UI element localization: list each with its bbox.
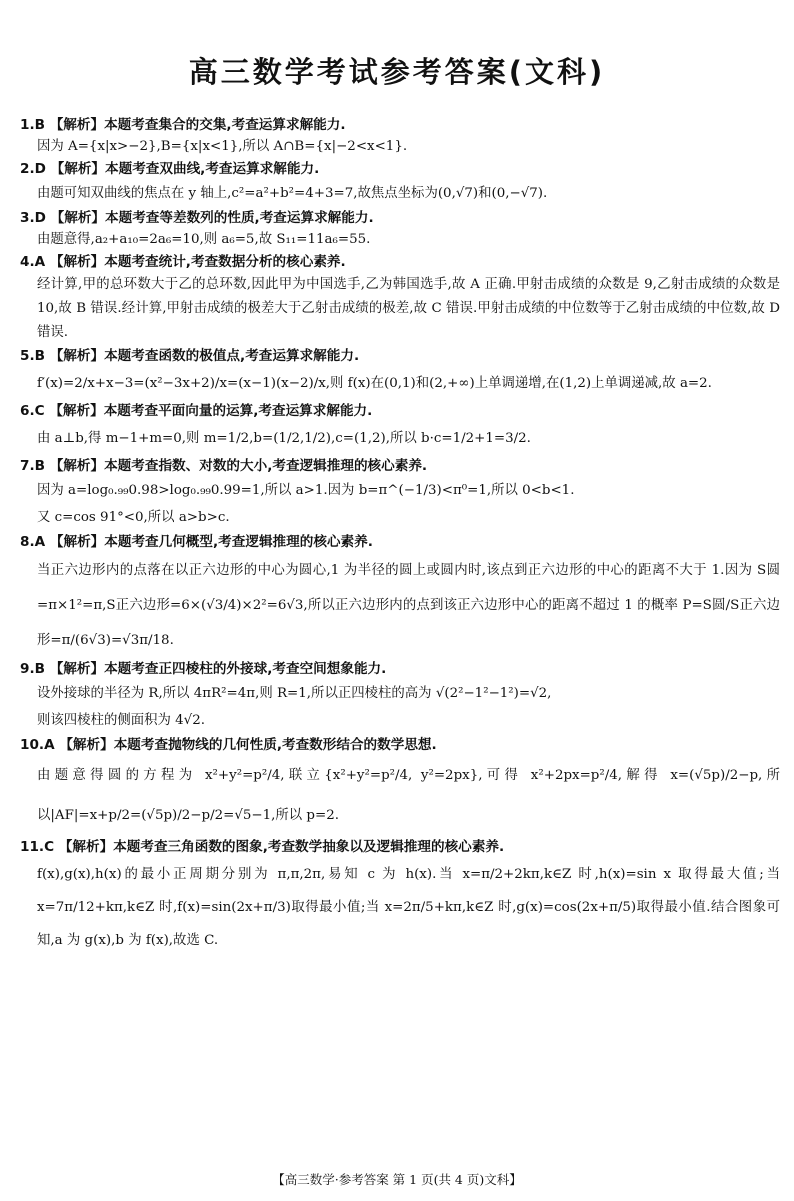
- question-explanation: [37, 136, 780, 158]
- question-heading: 6.C 【解析】本题考查平面向量的运算,考查运算求解能力.: [20, 403, 373, 419]
- explanation-line: 又 c=cos 91°<0,所以 a>b>c.: [37, 510, 230, 525]
- question-9: [20, 658, 780, 734]
- question-explanation: f(x),g(x),h(x)的最小正周期分别为 π,π,2π,易知 c 为 h(x).当 x=π/2+2kπ,k∈Z 时,h(x)=sin x 取得最大值;当 x=7π/12+kπ,k∈Z 时,f(x)=sin(2x+π/3)取得最小值;当 x=2π/5+kπ,k∈Z 时,g(x)=cos(2x+π/5)取得最小值.结合图象可知,a 为 g(x),b 为 f(x),故选 C.: [37, 867, 780, 948]
- question-heading: 2.D 【解析】本题考查双曲线,考查运算求解能力.: [20, 161, 320, 177]
- question-explanation: f′(x)=2/x+x−3=(x²−3x+2)/x=(x−1)(x−2)/x,则 f(x)在(0,1)和(2,+∞)上单调递增,在(1,2)上单调递减,故 a=2.: [37, 376, 712, 391]
- explanation-line: 设外接球的半径为 R,所以 4πR²=4π,则 R=1,所以正四棱柱的高为 √(2²−1²−1²)=√2,: [37, 686, 552, 701]
- page-title: 高三数学考试参考答案(文科): [188, 55, 606, 89]
- question-heading: 1.B 【解析】本题考查集合的交集,考查运算求解能力.: [20, 117, 346, 133]
- question-11: [20, 836, 780, 957]
- question-explanation: [37, 229, 780, 251]
- question-7: [20, 455, 780, 531]
- explanation-line: 因为 A={x|x>−2},B={x|x<1},所以 A∩B={x|−2<x<1}.: [37, 139, 408, 154]
- question-explanation: [37, 477, 780, 531]
- explanation-line: 则该四棱柱的侧面积为 4√2.: [37, 713, 205, 728]
- question-heading: 10.A 【解析】本题考查抛物线的几何性质,考查数形结合的数学思想.: [20, 737, 437, 753]
- question-5: [20, 345, 780, 400]
- question-heading: 3.D 【解析】本题考查等差数列的性质,考查运算求解能力.: [20, 210, 374, 226]
- question-heading: 7.B 【解析】本题考查指数、对数的大小,考查逻辑推理的核心素养.: [20, 458, 428, 474]
- answer-list: [20, 114, 780, 957]
- question-heading: 8.A 【解析】本题考查几何概型,考查逻辑推理的核心素养.: [20, 534, 373, 550]
- explanation-line: 由 a⊥b,得 m−1+m=0,则 m=1/2,b=(1/2,1/2),c=(1,2),所以 b·c=1/2+1=3/2.: [37, 431, 531, 446]
- question-1: [20, 114, 780, 158]
- question-4: [20, 251, 780, 345]
- question-8: [20, 531, 780, 658]
- explanation-line: 由题可知双曲线的焦点在 y 轴上,c²=a²+b²=4+3=7,故焦点坐标为(0,√7)和(0,−√7).: [37, 186, 548, 201]
- question-6: [20, 400, 780, 455]
- question-explanation: 当正六边形内的点落在以正六边形的中心为圆心,1 为半径的圆上或圆内时,该点到正六边形的中心的距离不大于 1.因为 S圆=π×1²=π,S正六边形=6×(√3/4)×2²=6√3,所以正六边形内的点到该正六边形中心的距离不超过 1 的概率 P=S圆/S正六边形=π/(6√3)=√3π/18.: [37, 563, 780, 648]
- question-2: [20, 158, 780, 207]
- question-explanation: 经计算,甲的总环数大于乙的总环数,因此甲为中国选手,乙为韩国选手,故 A 正确.甲射击成绩的众数是 9,乙射击成绩的众数是 10,故 B 错误.经计算,甲射击成绩的极差大于乙射击成绩的极差,故 C 错误.甲射击成绩的中位数等于乙射击成绩的中位数,故 D 错误.: [37, 277, 780, 340]
- question-explanation: [37, 180, 780, 207]
- question-explanation: 由题意得圆的方程为 x²+y²=p²/4,联立{x²+y²=p²/4, y²=2px},可得 x²+2px=p²/4,解得 x=(√5p)/2−p,所以|AF|=x+p/2=(√5p)/2−p/2=√5−1,所以 p=2.: [37, 768, 780, 823]
- question-heading: 5.B 【解析】本题考查函数的极值点,考查运算求解能力.: [20, 348, 360, 364]
- question-heading: 9.B 【解析】本题考查正四棱柱的外接球,考查空间想象能力.: [20, 661, 387, 677]
- question-explanation: [37, 422, 780, 455]
- page-footer: 【高三数学·参考答案 第 1 页(共 4 页)文科】: [272, 1172, 522, 1187]
- question-explanation: [37, 680, 780, 734]
- question-10: [20, 734, 780, 836]
- question-heading: 4.A 【解析】本题考查统计,考查数据分析的核心素养.: [20, 254, 346, 270]
- question-heading: 11.C 【解析】本题考查三角函数的图象,考查数学抽象以及逻辑推理的核心素养.: [20, 839, 505, 855]
- question-3: [20, 207, 780, 251]
- explanation-line: 由题意得,a₂+a₁₀=2a₆=10,则 a₆=5,故 S₁₁=11a₆=55.: [37, 232, 371, 247]
- explanation-line: 因为 a=log₀.₉₉0.98>log₀.₉₉0.99=1,所以 a>1.因为 b=π^(−1/3)<π⁰=1,所以 0<b<1.: [37, 483, 575, 498]
